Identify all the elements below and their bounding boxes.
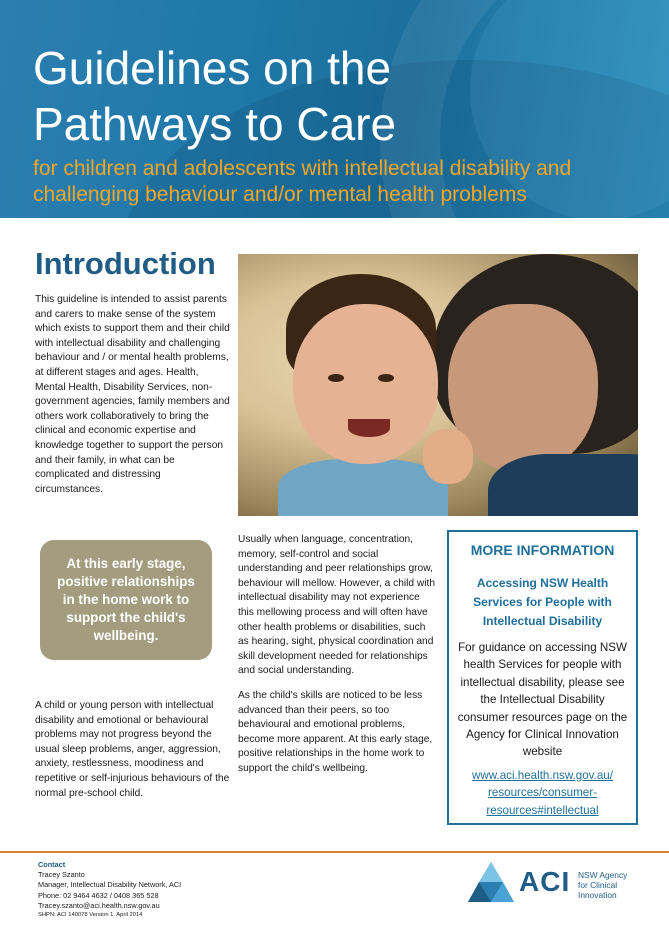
child-paragraph: A child or young person with intellectual disability and emotional or behavioural problems may not progress beyond the usual sleep problems, anger, aggression, anxiety, restlessness, moodiness and repetitive or self-injurious behaviours of the normal pre-school child. bbox=[35, 700, 230, 799]
middle-paragraph-1: Usually when language, concentration, memory, self-control and social understanding and peer relationships grow, behaviour will mellow. However, a child with intellectual disability may not experience this mellowing process and will often have other health problems or disabilities, such as hearing, sight, physical coordination and skill development needed for relationships and social understanding. bbox=[238, 534, 436, 677]
contact-email[interactable]: Tracey.szanto@aci.health.nsw.gov.au bbox=[38, 900, 160, 910]
shpn-number: SHPN: ACI 140078 Version 1. April 2014 bbox=[38, 912, 143, 919]
mother-child-photo bbox=[238, 254, 638, 516]
middle-column bbox=[238, 533, 436, 787]
contact-phone: Phone: 02 9464 4632 / 0408 365 528 bbox=[38, 890, 159, 900]
more-info-subheading: Accessing NSW Health Services for People with Intellectual Disability bbox=[473, 576, 612, 628]
title-line-2: Pathways to Care bbox=[33, 98, 397, 150]
logo-line-2: for Clinical bbox=[578, 880, 618, 890]
callout-text: At this early stage, positive relationships in the home work to support the child's wellbeing. bbox=[57, 556, 195, 643]
page-title bbox=[33, 40, 633, 152]
logo-acronym: ACI bbox=[519, 866, 571, 897]
intro-heading: Introduction bbox=[35, 246, 216, 281]
header-banner bbox=[0, 0, 669, 218]
photo-shape bbox=[328, 374, 344, 382]
link-line-3: resources#intellectual bbox=[486, 803, 599, 817]
photo-shape bbox=[348, 419, 390, 437]
more-info-heading: MORE INFORMATION bbox=[470, 542, 615, 558]
photo-shape bbox=[378, 374, 394, 382]
contact-role: Manager, Intellectual Disability Network, ACI bbox=[38, 880, 182, 890]
contact-block bbox=[38, 860, 298, 920]
photo-shape bbox=[293, 304, 438, 464]
contact-name: Tracey Szanto bbox=[38, 870, 85, 880]
callout-box bbox=[40, 540, 212, 660]
footer-divider bbox=[0, 851, 669, 853]
photo-shape bbox=[278, 459, 448, 516]
aci-website-link[interactable] bbox=[457, 767, 628, 819]
contact-label: Contact bbox=[38, 860, 66, 869]
page-subtitle: for children and adolescents with intellectual disability and challenging behaviour and/or mental health problems bbox=[33, 157, 572, 206]
more-info-text: For guidance on accessing NSW health Services for people with intellectual disability, please see the Intellectual Disability consumer resources page on the Agency for Clinical Innovation website bbox=[457, 641, 628, 759]
intro-body: This guideline is intended to assist parents and carers to make sense of the system which exists to support them and their child with intellectual disability and challenging behaviour and / or mental health problems, at different stages and ages. Health, Mental Health, Disability Services, non-government agencies, family members and others work collaboratively to bring the clinical and economic expertise and knowledge together to support the person and their family, in what can be complicated and distressing circumstances. bbox=[35, 294, 230, 495]
title-line-1: Guidelines on the bbox=[33, 42, 392, 94]
link-line-1: www.aci.health.nsw.gov.au/ bbox=[472, 768, 613, 782]
photo-shape bbox=[423, 429, 473, 484]
logo-line-1: NSW Agency bbox=[578, 870, 628, 880]
middle-paragraph-2: As the child's skills are noticed to be less advanced than their peers, so too behavioural and emotional problems, become more apparent. At this early stage, positive relationships in the home work to support the child's wellbeing. bbox=[238, 689, 433, 774]
logo-line-3: Innovation bbox=[578, 890, 617, 900]
logo-subtext bbox=[578, 870, 658, 900]
more-information-box bbox=[447, 530, 638, 825]
link-line-2: resources/consumer- bbox=[488, 786, 597, 800]
photo-shape bbox=[488, 454, 638, 516]
